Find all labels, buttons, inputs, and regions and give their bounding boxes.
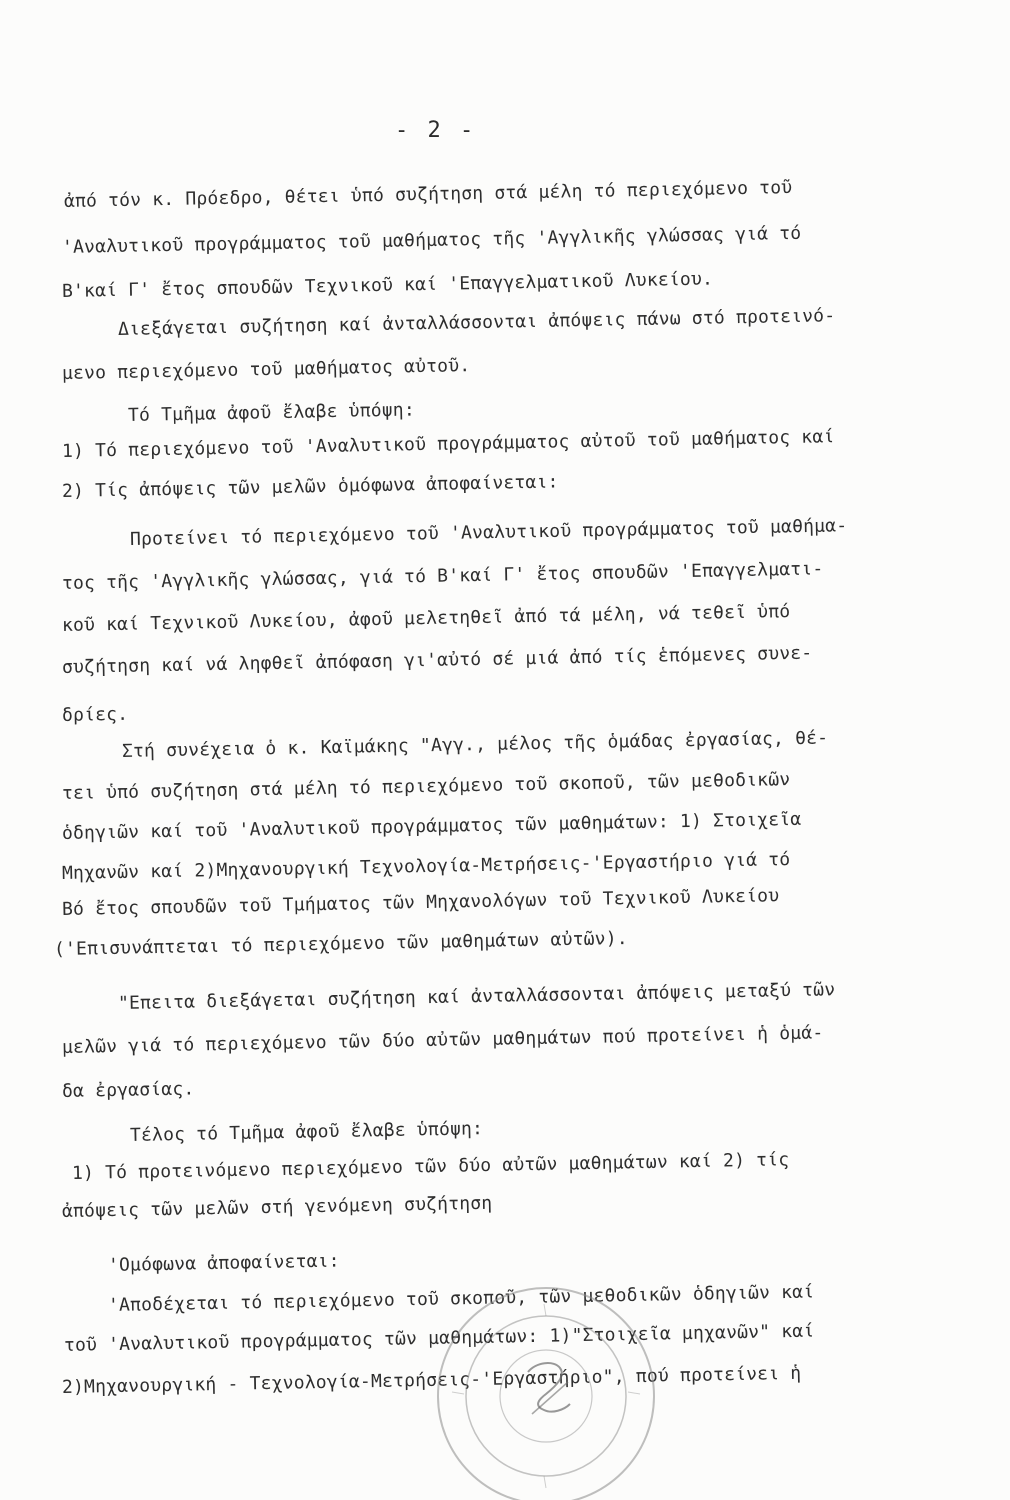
text-line: ἀπό τόν κ. Πρόεδρο, θέτει ὑπό συζήτηση στά μέλη τό περιεχόμενο τοῦ: [63, 177, 793, 212]
text-line: τει ὑπό συζήτηση στά μέλη τό περιεχόμενο τοῦ σκοποῦ, τῶν μεθοδικῶν: [61, 769, 791, 804]
text-line: 1) Τό προτεινόμενο περιεχόμενο τῶν δύο αὐτῶν μαθημάτων καί 2) τίς: [71, 1149, 790, 1184]
text-line: ὁδηγιῶν καί τοῦ 'Αναλυτικοῦ προγράμματος τῶν μαθημάτων: 1) Στοιχεῖα: [61, 808, 802, 844]
text-line: 2) Τίς ἀπόψεις τῶν μελῶν ὁμόφωνα ἀποφαίνεται:: [61, 471, 559, 502]
text-line: Βό ἔτος σπουδῶν τοῦ Τμήματος τῶν Μηχανολόγων τοῦ Τεχνικοῦ Λυκείου: [61, 885, 780, 920]
text-line: τοῦ 'Αναλυτικοῦ προγράμματος τῶν μαθημάτων: 1)"Στοιχεῖα μηχανῶν" καί: [63, 1320, 815, 1356]
text-line: Τέλος τό Τμῆμα ἀφοῦ ἔλαβε ὑπόψη:: [129, 1118, 484, 1146]
text-line: Μηχανῶν καί 2)Μηχανουργική Τεχνολογία-Μετρήσεις-'Εργαστήριο γιά τό: [61, 849, 791, 884]
text-line: 1) Τό περιεχόμενο τοῦ 'Αναλυτικοῦ προγράμματος αὐτοῦ τοῦ μαθήματος καί: [61, 426, 835, 462]
text-line: 'Αποδέχεται τό περιεχόμενο τοῦ σκοποῦ, τῶν μεθοδικῶν ὁδηγιῶν καί: [107, 1281, 815, 1316]
text-line: ἀπόψεις τῶν μελῶν στή γενόμενη συζήτηση: [61, 1192, 493, 1222]
text-line: συζήτηση καί νά ληφθεῖ ἀπόφαση γι'αὐτό σέ μιά ἀπό τίς ἑπόμενες συνε-: [61, 642, 813, 678]
text-line: δα ἐργασίας.: [61, 1078, 195, 1102]
text-line: δρίες.: [61, 703, 129, 726]
text-line: 2)Μηχανουργική - Τεχνολογία-Μετρήσεις-'Εργαστήριο", πού προτείνει ἡ: [61, 1362, 802, 1398]
text-line: Τό Τμῆμα ἀφοῦ ἔλαβε ὑπόψη:: [127, 399, 416, 426]
text-line: 'Ομόφωνα ἀποφαίνεται:: [107, 1250, 340, 1276]
text-line: Β'καί Γ' ἔτος σπουδῶν Τεχνικοῦ καί 'Επαγγελματικοῦ Λυκείου.: [61, 268, 714, 302]
text-line: Προτείνει τό περιεχόμενο τοῦ 'Αναλυτικοῦ προγράμματος τοῦ μαθήμα-: [129, 515, 848, 550]
page-number: - 2 -: [395, 118, 477, 143]
text-line: Διεξάγεται συζήτηση καί ἀνταλλάσσονται ἀπόψεις πάνω στό προτεινό-: [117, 305, 836, 340]
text-line: μενο περιεχόμενο τοῦ μαθήματος αὐτοῦ.: [61, 355, 471, 384]
text-line: ('Επισυνάπτεται τό περιεχόμενο τῶν μαθημάτων αὐτῶν).: [53, 927, 629, 960]
official-seal-stamp: [432, 1282, 660, 1500]
text-line: "Επειτα διεξάγεται συζήτηση καί ἀνταλλάσσονται ἀπόψεις μεταξύ τῶν: [117, 979, 836, 1014]
text-line: 'Αναλυτικοῦ προγράμματος τοῦ μαθήματος τῆς 'Αγγλικῆς γλώσσας γιά τό: [61, 222, 802, 258]
text-line: κοῦ καί Τεχνικοῦ Λυκείου, ἀφοῦ μελετηθεῖ ἀπό τά μέλη, νά τεθεῖ ὑπό: [61, 601, 791, 636]
text-line: μελῶν γιά τό περιεχόμενο τῶν δύο αὐτῶν μαθημάτων πού προτείνει ἡ ὁμά-: [61, 1022, 824, 1058]
text-line: Στή συνέχεια ὁ κ. Καϊμάκης "Αγγ., μέλος τῆς ὁμάδας ἐργασίας, θέ-: [121, 727, 829, 762]
text-line: τος τῆς 'Αγγλικῆς γλώσσας, γιά τό Β'καί Γ' ἔτος σπουδῶν 'Επαγγελματι-: [61, 558, 824, 594]
